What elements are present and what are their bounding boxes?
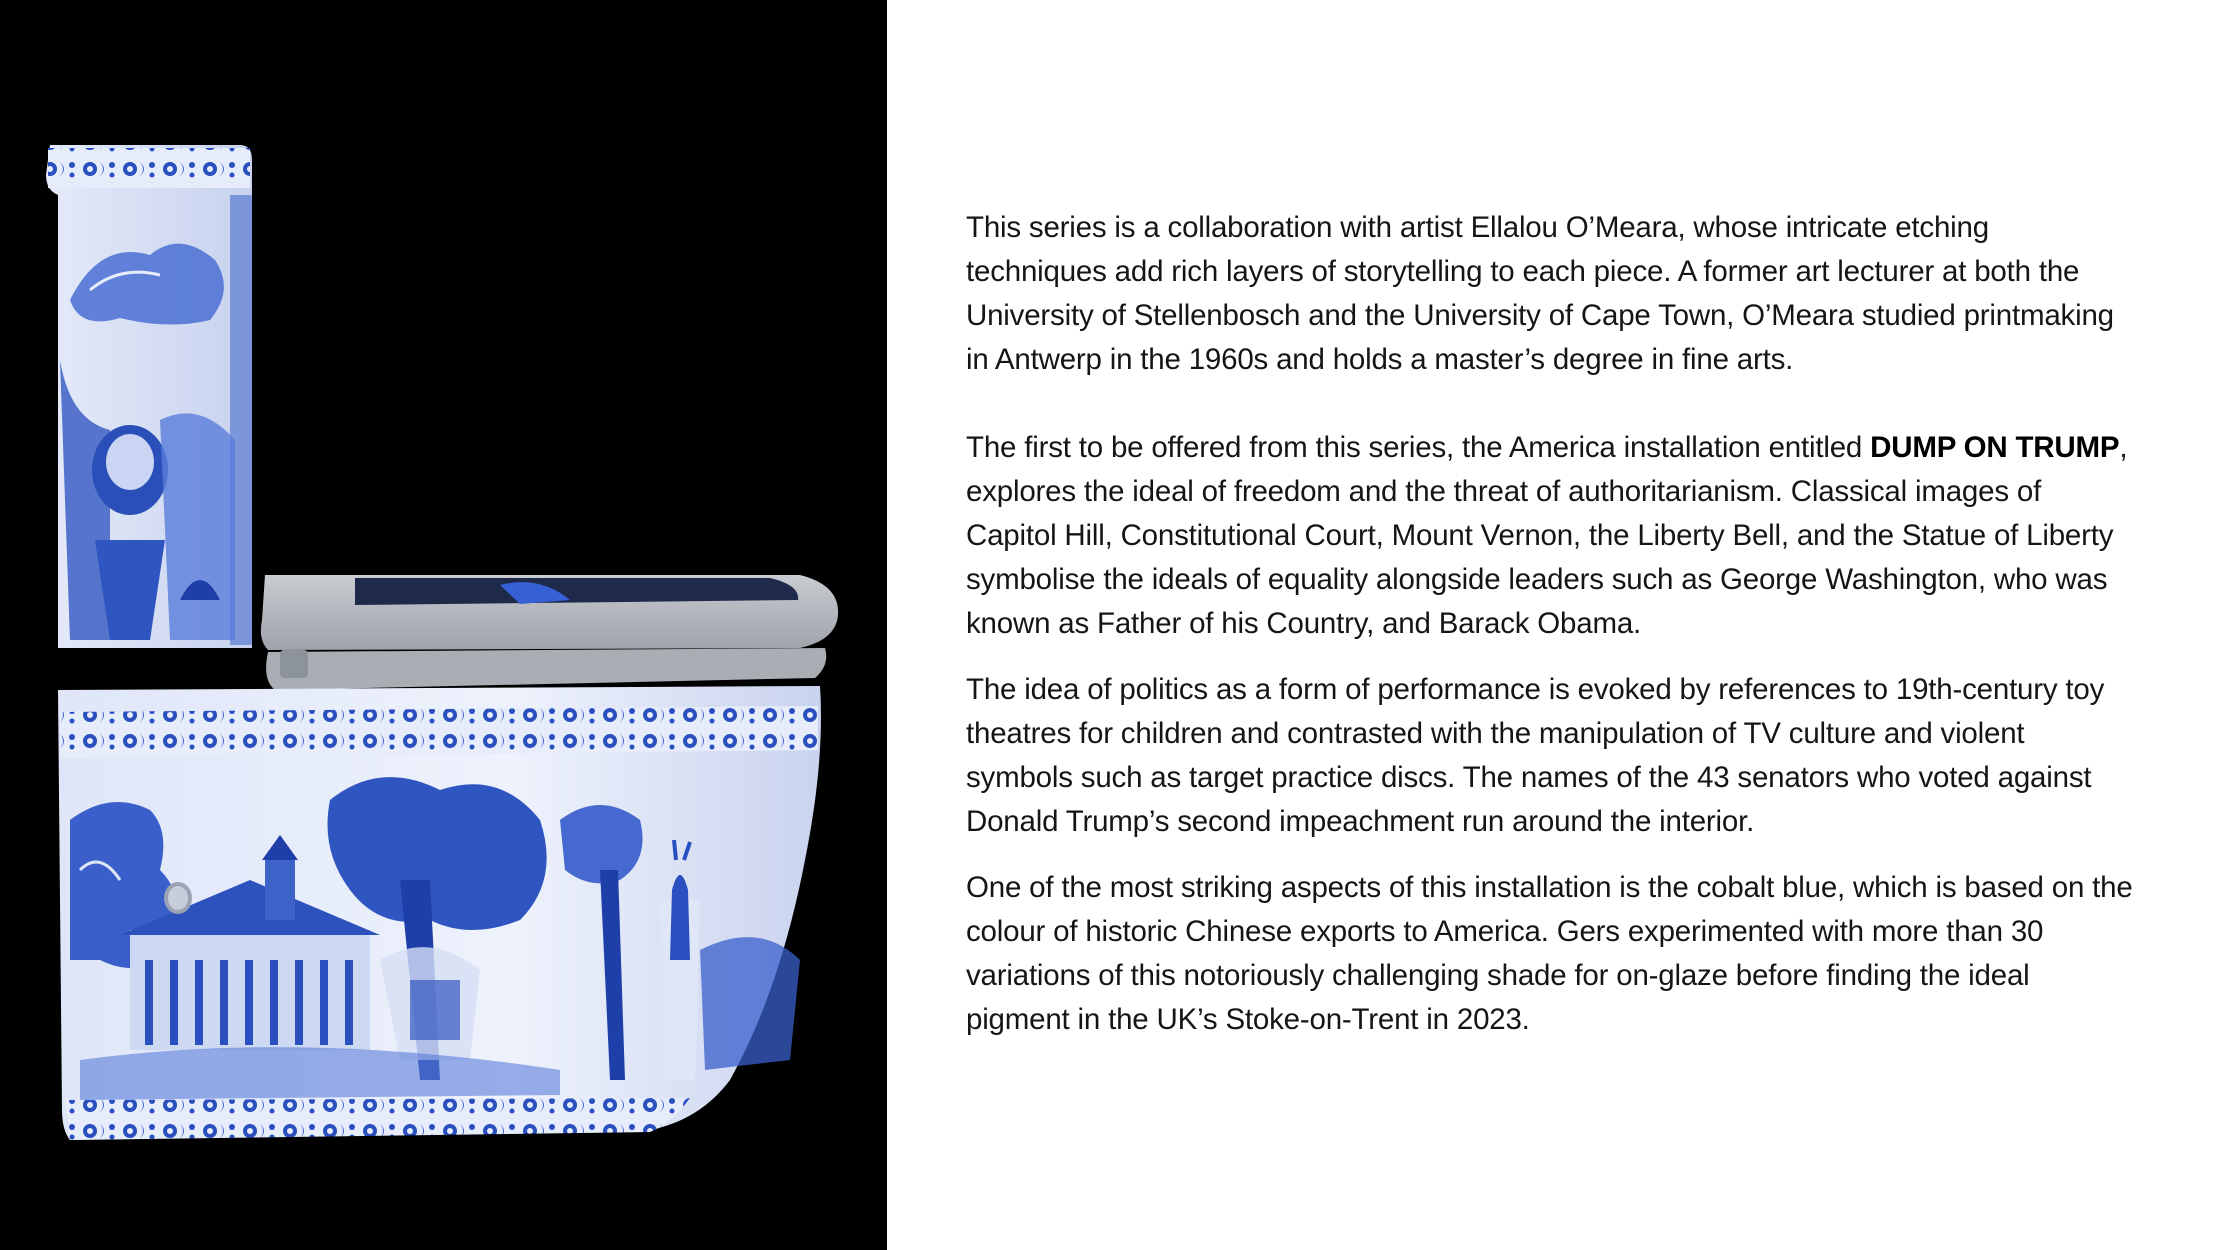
paragraph-collaboration: This series is a collaboration with artist Ellalou O’Meara, whose intricate etching techniques add rich layers of storytelling to each piece. A former art lecturer at both the University of Stellenbosch and the University of Cape Town, O’Meara studied printmaking in Antwerp in the 1960s and holds a master’s degree in fine arts. bbox=[966, 211, 2114, 376]
installation-title: DUMP ON TRUMP bbox=[1870, 431, 2120, 464]
paragraph-installation-body: , explores the ideal of freedom and the threat of authoritarianism. Classical images of Capitol Hill, Constitutional Court, Mount Vernon, the Liberty Bell, and the Statue of Liberty symbolise the ideals of equality alongside leaders such as George Washington, who was known as Father of his Country, and Barack Obama. bbox=[966, 431, 2128, 640]
cistern-tank bbox=[46, 145, 252, 648]
paragraph-installation-intro: The first to be offered from this series, the America installation entitled bbox=[966, 431, 1871, 464]
description-text bbox=[966, 206, 2136, 1042]
toilet-illustration bbox=[0, 0, 887, 1250]
paragraph-cobalt: One of the most striking aspects of this installation is the cobalt blue, which is based on the colour of historic Chinese exports to America. Gers experimented with more than 30 variations of this notoriously challenging shade for on-glaze before finding the ideal pigment in the UK’s Stoke-on-Trent in 2023. bbox=[966, 871, 2133, 1036]
toilet-bowl bbox=[58, 686, 821, 1140]
toilet-photo bbox=[0, 0, 887, 1250]
paragraph-performance: The idea of politics as a form of performance is evoked by references to 19th-century toy theatres for children and contrasted with the manipulation of TV culture and violent symbols such as target practice discs. The names of the 43 senators who voted against Donald Trump’s second impeachment run around the interior. bbox=[966, 673, 2105, 838]
toilet-seat bbox=[261, 575, 838, 690]
paragraph-installation bbox=[966, 426, 2136, 646]
